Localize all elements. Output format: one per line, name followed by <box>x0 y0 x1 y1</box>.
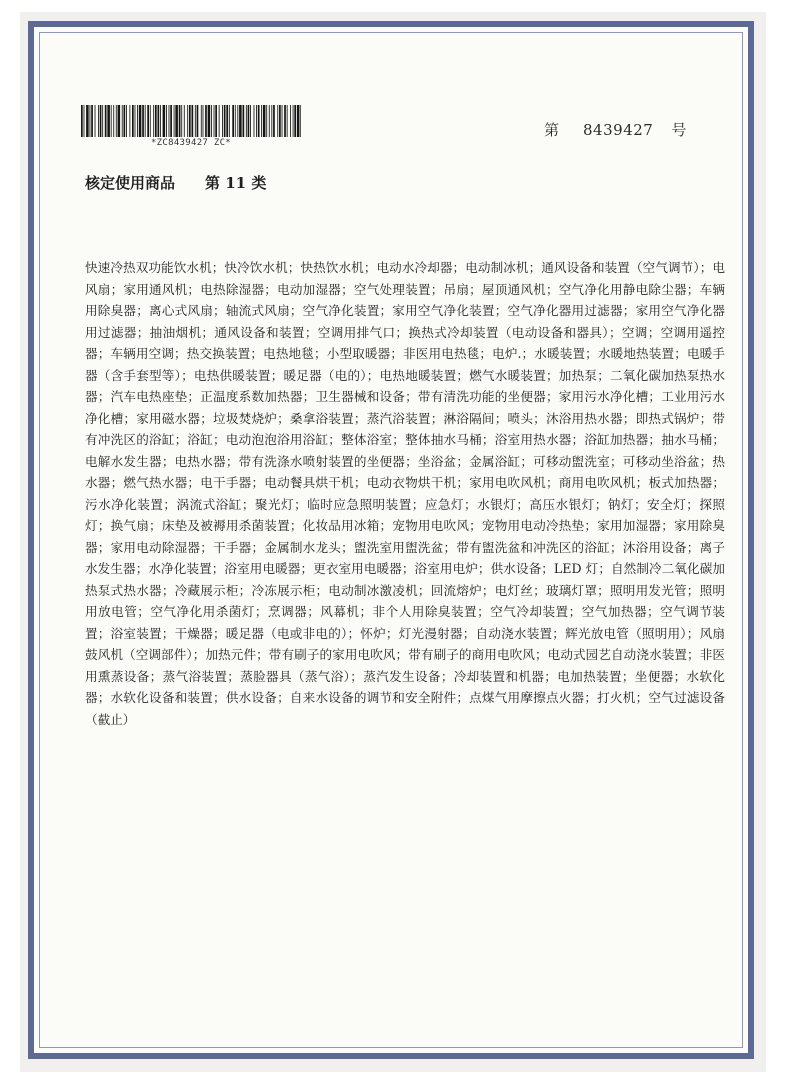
barcode-bar <box>116 105 117 137</box>
barcode-bar <box>226 105 228 137</box>
barcode-bar <box>135 105 136 137</box>
barcode-bar <box>297 105 300 137</box>
barcode-bar <box>166 105 167 137</box>
barcode-bar <box>195 105 196 137</box>
barcode-bar <box>179 105 181 137</box>
barcode-bar <box>124 105 126 137</box>
barcode-bar <box>215 105 217 137</box>
barcode-graphic <box>81 105 301 137</box>
barcode-bar <box>163 105 166 137</box>
barcode-bar <box>137 105 138 137</box>
barcode-bar <box>243 105 245 137</box>
class-number: 第 11 类 <box>205 174 267 192</box>
barcode-bar <box>111 105 112 137</box>
barcode-bar <box>266 105 267 137</box>
barcode-bar <box>150 105 151 137</box>
barcode-bar <box>232 105 234 137</box>
barcode-bar <box>86 105 89 137</box>
barcode-bar <box>158 105 160 137</box>
barcode-bar <box>273 105 275 137</box>
barcode-bar <box>254 105 255 137</box>
barcode-bar <box>169 105 170 137</box>
barcode-bar <box>107 105 110 137</box>
barcode <box>81 105 301 148</box>
barcode-text: *ZC8439427 ZC* <box>150 138 232 148</box>
barcode-bar <box>294 105 296 137</box>
barcode-bar <box>170 105 172 137</box>
barcode-bar <box>139 105 142 137</box>
barcode-bar <box>219 105 220 137</box>
barcode-bar <box>90 105 91 137</box>
barcode-bar <box>277 105 278 137</box>
barcode-bar <box>95 105 96 137</box>
barcode-bar <box>229 105 230 137</box>
barcode-bar <box>222 105 223 137</box>
approved-goods-heading: 核定使用商品 <box>85 174 176 192</box>
barcode-bar <box>84 105 85 137</box>
barcode-bar <box>250 105 251 137</box>
barcode-bar <box>129 105 130 137</box>
certificate-page <box>20 12 766 1072</box>
barcode-bar <box>122 105 123 137</box>
barcode-bar <box>197 105 199 137</box>
barcode-bar <box>187 105 188 137</box>
barcode-bar <box>205 105 207 137</box>
registration-suffix: 号 <box>671 121 687 139</box>
barcode-bar <box>287 105 288 137</box>
barcode-bar <box>284 105 286 137</box>
barcode-bar <box>189 105 191 137</box>
barcode-bar <box>91 105 93 137</box>
document-frame <box>28 21 754 1059</box>
barcode-bar <box>201 105 202 137</box>
barcode-bar <box>279 105 281 137</box>
barcode-bar <box>132 105 134 137</box>
barcode-bar <box>258 105 260 137</box>
registration-number-value: 8439427 <box>583 121 654 139</box>
barcode-bar <box>248 105 250 137</box>
class-title <box>85 172 266 193</box>
barcode-bar <box>105 105 107 137</box>
barcode-bar <box>192 105 194 137</box>
barcode-bar <box>300 105 301 137</box>
barcode-bar <box>175 105 178 137</box>
barcode-bar <box>239 105 242 137</box>
barcode-bar <box>203 105 204 137</box>
barcode-bar <box>145 105 146 137</box>
barcode-bar <box>237 105 238 137</box>
barcode-bar <box>290 105 291 137</box>
barcode-bar <box>155 105 157 137</box>
barcode-bar <box>211 105 212 137</box>
barcode-bar <box>98 105 99 137</box>
barcode-bar <box>100 105 102 137</box>
registration-number <box>544 119 686 140</box>
registration-prefix: 第 <box>544 121 560 139</box>
barcode-bar <box>208 105 211 137</box>
barcode-bar <box>113 105 114 137</box>
barcode-bar <box>224 105 226 137</box>
barcode-bar <box>184 105 185 137</box>
barcode-bar <box>269 105 270 137</box>
barcode-bar <box>102 105 103 137</box>
barcode-bar <box>142 105 144 137</box>
barcode-bar <box>160 105 161 137</box>
barcode-bar <box>81 105 83 137</box>
barcode-bar <box>126 105 127 137</box>
barcode-bar <box>235 105 236 137</box>
barcode-bar <box>263 105 266 137</box>
barcode-bar <box>293 105 294 137</box>
barcode-bar <box>174 105 175 137</box>
barcode-bar <box>214 105 215 137</box>
barcode-bar <box>153 105 154 137</box>
barcode-bar <box>118 105 121 137</box>
barcode-bar <box>246 105 247 137</box>
barcode-bar <box>256 105 257 137</box>
barcode-bar <box>282 105 283 137</box>
barcode-bar <box>181 105 182 137</box>
barcode-bar <box>271 105 272 137</box>
barcode-bar <box>147 105 149 137</box>
barcode-bar <box>261 105 262 137</box>
goods-list-text: 快速冷热双功能饮水机；快冷饮水机；快热饮水机；电动水冷却器；电动制冰机；通风设备和装置（空气调节）；电风扇；家用通风机；电热除湿器；电动加湿器；空气处理装置；吊扇；屋顶通风机；空气净化用静电除尘器；车辆用除臭器；离心式风扇；轴流式风扇；空气净化装置；家用空气净化装置；空气净化器用过滤器；家用空气净化器用过滤器；抽油烟机；通风设备和装置；空调用排气口；换热式冷却装置（电动设备和器具）；空调；空调用遥控器；车辆用空调；热交换装置；电热地毯；小型取暖器；非医用电热毯；电炉.；水暖装置；水暖地热装置；电暖手器（含手套型等）；电热供暖装置；暖足器（电的）；电热地暖装置；燃气水暖装置；加热泵；二氧化碳加热泵热水器；汽车电热座垫；正温度系数加热器；卫生器械和设备；带有清洗功能的坐便器；家用污水净化槽；工业用污水净化槽；家用磁水器；垃圾焚烧炉；桑拿浴装置；蒸汽浴装置；淋浴隔间；喷头；沐浴用热水器；即热式锅炉；带有冲洗区的浴缸；浴缸；电动泡泡浴用浴缸；整体浴室；整体抽水马桶；浴室用热水器；浴缸加热器；抽水马桶；电解水发生器；电热水器；带有洗涤水喷射装置的坐便器；坐浴盆；金属浴缸；可移动盥洗室；可移动坐浴盆；热水器；燃气热水器；电干手器；电动餐具烘干机；电动衣物烘干机；家用电吹风机；商用电吹风机；板式加热器；污水净化装置；涡流式浴缸；聚光灯；临时应急照明装置；应急灯；水银灯；高压水银灯；钠灯；安全灯；探照灯；换气扇；床垫及被褥用杀菌装置；化妆品用冰箱；宠物用电吹风；宠物用电动冷热垫；家用加湿器；家用除臭器；家用电动除湿器；干手器；金属制水龙头；盥洗室用盥洗盆；带有盥洗盆和冲洗区的浴缸；沐浴用设备；离子水发生器；水净化装置；浴室用电暖器；更衣室用电暖器；浴室用电炉；供水设备；LED 灯；自然制冷二氧化碳加热泵式热水器；冷藏展示柜；冷冻展示柜；电动制冰激凌机；回流熔炉；电灯丝；玻璃灯罩；照明用发光管；照明用放电管；空气净化用杀菌灯；烹调器；风幕机；非个人用除臭装置；空气冷却装置；空气加热器；空气调节装置；浴室装置；干燥器；暖足器（电或非电的）；怀炉；灯光漫射器；自动浇水装置；辉光放电管（照明用）；风扇鼓风机（空调部件）；加热元件；带有刷子的家用电吹风；带有刷子的商用电吹风；电动式园艺自动浇水装置；非医用熏蒸设备；蒸气浴装置；蒸脸器具（蒸气浴）；蒸汽发生设备；冷却装置和机器；电加热装置；坐便器；水软化器；水软化设备和装置；供水设备；自来水设备的调节和安全附件；点煤气用摩擦点火器；打火机；空气过滤设备（截止） <box>85 260 725 727</box>
